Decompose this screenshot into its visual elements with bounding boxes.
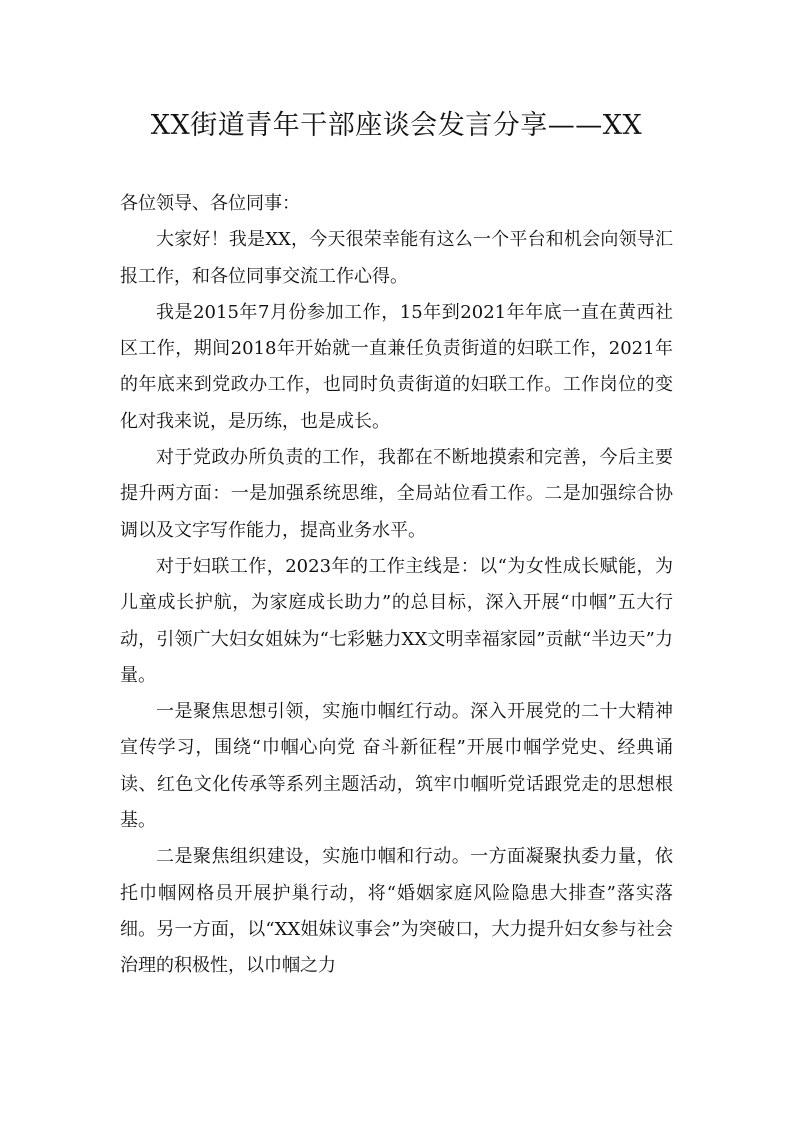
salutation: 各位领导、各位同事：: [120, 193, 300, 214]
paragraph-greeting: 大家好！我是XX，今天很荣幸能有这么一个平台和机会向领导汇报工作，和各位同事交流工作心得。: [120, 229, 673, 287]
paragraph-point-two: 二是聚焦组织建设，实施巾帼和行动。一方面凝聚执委力量，依托巾帼网格员开展护巢行动，将“婚姻家庭风险隐患大排查”落实落细。另一方面，以“XX姐妹议事会”为突破口，大力提升妇女参与社会治理的积极性，以巾帼之力: [120, 846, 673, 977]
document-body: [120, 186, 673, 985]
paragraph-point-one: 一是聚焦思想引领，实施巾帼红行动。深入开展党的二十大精神宣传学习，围绕“巾帼心向党 奋斗新征程”开展巾帼学党史、经典诵读、红色文化传承等系列主题活动，筑牢巾帼听党话跟党走的思想根基。: [120, 701, 673, 832]
paragraph-womens-federation: 对于妇联工作，2023年的工作主线是：以“为女性成长赋能，为儿童成长护航，为家庭成长助力”的总目标，深入开展“巾帼”五大行动，引领广大妇女姐妹为“七彩魅力XX文明幸福家园”贡献“半边天”力量。: [120, 555, 673, 686]
document-title: XX街道青年干部座谈会发言分享——XX: [150, 110, 643, 141]
paragraph-work-history: 我是2015年7月份参加工作，15年到2021年年底一直在黄西社区工作，期间2018年开始就一直兼任负责街道的妇联工作，2021年的年底来到党政办工作，也同时负责街道的妇联工作。工作岗位的变化对我来说，是历练，也是成长。: [120, 301, 673, 432]
paragraph-party-office: 对于党政办所负责的工作，我都在不断地摸索和完善，今后主要提升两方面：一是加强系统思维，全局站位看工作。二是加强综合协调以及文字写作能力，提高业务水平。: [120, 447, 673, 541]
